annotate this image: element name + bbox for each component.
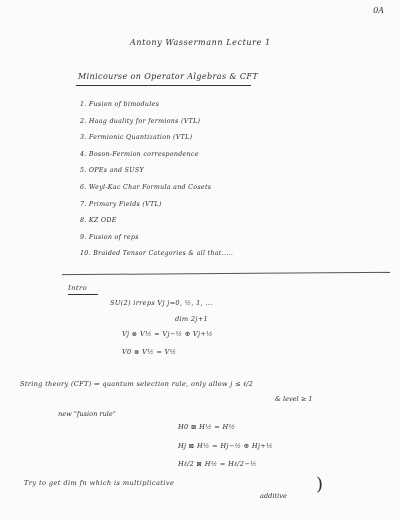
topic-item: 9. Fusion of reps — [80, 233, 139, 241]
topic-item: 7. Primary Fields (VTL) — [80, 200, 162, 208]
minicourse-heading: Minicourse on Operator Algebras & CFT — [78, 72, 259, 81]
topic-item: 5. OPEs and SUSY — [80, 167, 144, 175]
topic-item: 8. KZ ODE — [80, 217, 117, 225]
dimension-line: dim 2j+1 — [175, 315, 209, 323]
topic-item: 1. Fusion of bimodules — [80, 101, 160, 108]
closing-bracket: ) — [316, 474, 324, 495]
tensor-rule-line: Vj ⊗ V½ = Vj−½ ⊕ Vj+½ — [122, 330, 213, 338]
topic-item: 4. Boson-Fermion correspondence — [80, 150, 199, 158]
additive-note: additive — [260, 492, 287, 500]
lecture-title: Antony Wassermann Lecture 1 — [130, 38, 271, 47]
topic-item: 2. Haag duality for fermions (VTL) — [80, 117, 201, 125]
fusion-equation: Hℓ/2 ⊠ H½ = Hℓ/2−½ — [178, 460, 257, 468]
level-line: & level ≥ 1 — [275, 395, 313, 403]
dimension-function-line: Try to get dim fn which is multiplicative — [24, 479, 175, 487]
fusion-equation: Hj ⊠ H½ = Hj−½ ⊕ Hj+½ — [178, 442, 273, 450]
tensor-base-line: V0 ⊗ V½ = V½ — [122, 348, 177, 356]
intro-underline — [68, 294, 98, 295]
topic-list — [80, 100, 233, 266]
section-divider — [62, 272, 390, 275]
topic-item: 10. Braided Tensor Categories & all that..... — [80, 250, 234, 258]
topic-item: 3. Fermionic Quantization (VTL) — [80, 134, 193, 142]
su2-irreps-line: SU(2) irreps Vj j=0, ½, 1, ... — [110, 299, 213, 307]
string-theory-line: String theory (CFT) ⇒ quantum selection rule, only allow j ≤ ℓ/2 — [20, 380, 254, 388]
fusion-equation: H0 ⊠ H½ = H½ — [178, 423, 236, 431]
topic-item: 6. Weyl-Kac Char Formula and Cosets — [80, 183, 212, 191]
minicourse-underline — [76, 85, 251, 86]
fusion-rule-label: new "fusion rule" — [58, 410, 116, 418]
corner-note: 0A — [373, 6, 384, 15]
intro-heading: Intro — [68, 284, 88, 292]
